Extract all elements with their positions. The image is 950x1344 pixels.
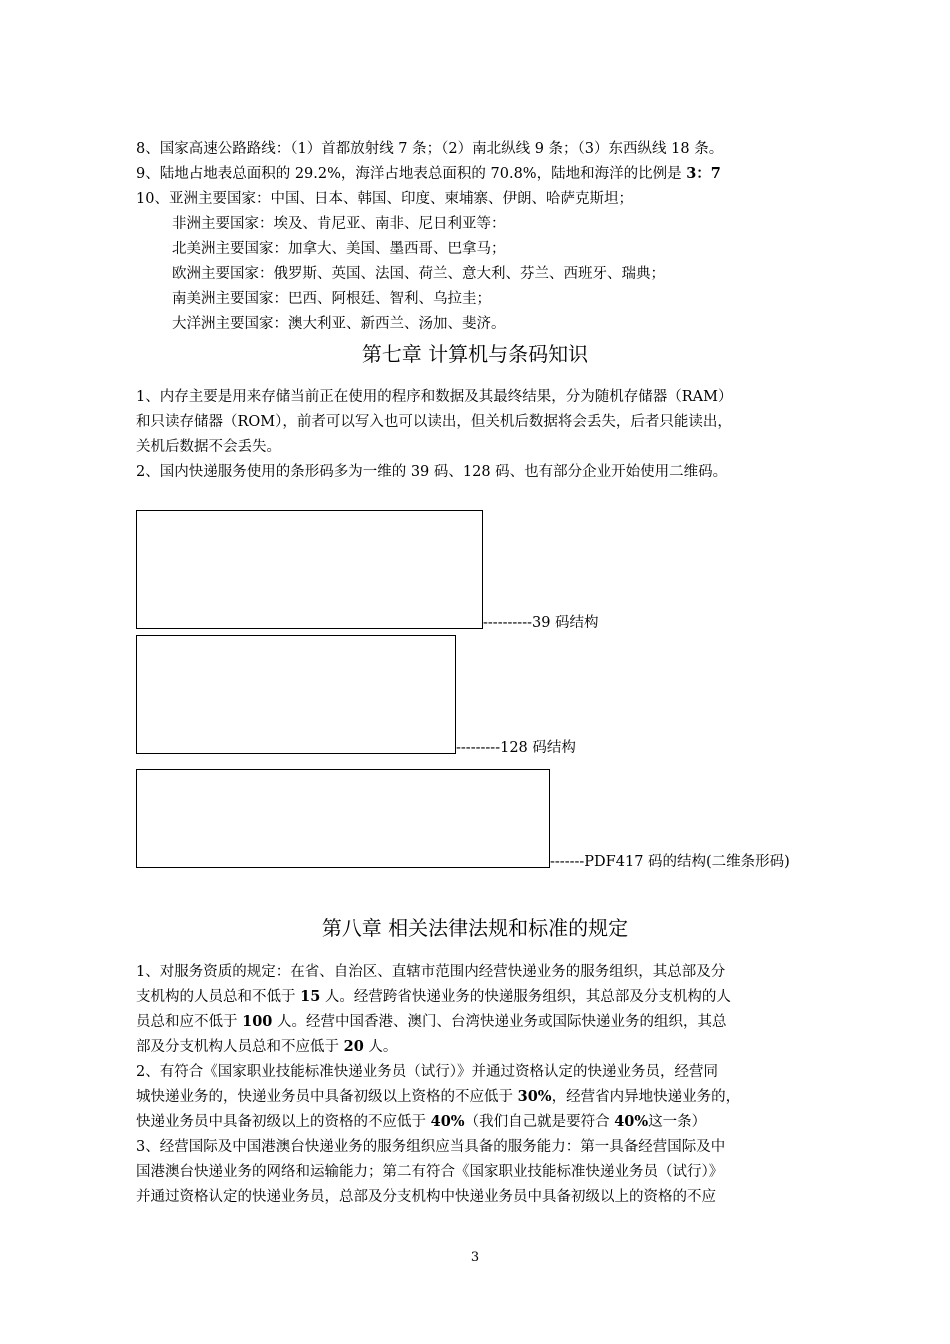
- barcode-39-figure: [136, 510, 483, 629]
- text-line: 非洲主要国家：埃及、肯尼亚、南非、尼日利亚等：: [172, 216, 506, 232]
- barcode-pdf417-figure: [136, 769, 550, 868]
- text-line: 南美洲主要国家：巴西、阿根廷、智利、乌拉圭；: [172, 291, 491, 307]
- text-line: 8、国家高速公路路线：（1）首都放射线 7 条；（2）南北纵线 9 条；（3）东西纵线 18 条。: [136, 141, 724, 157]
- text-line: 员总和应不低于 100 人。经营中国香港、澳门、台湾快递业务或国际快递业务的组织，其总: [136, 1013, 727, 1030]
- page-number: 3: [470, 1250, 480, 1265]
- text-line: 欧洲主要国家：俄罗斯、英国、法国、荷兰、意大利、芬兰、西班牙、瑞典；: [172, 266, 665, 282]
- text-line: 北美洲主要国家：加拿大、美国、墨西哥、巴拿马；: [172, 241, 506, 257]
- text-line: 9、陆地占地表总面积的 29.2%，海洋占地表总面积的 70.8%，陆地和海洋的比例是 3：7: [136, 165, 721, 182]
- barcode-128-figure: [136, 635, 456, 754]
- figure-caption: -------PDF417 码的结构(二维条形码): [550, 854, 790, 870]
- text-line: 大洋洲主要国家：澳大利亚、新西兰、汤加、斐济。: [172, 316, 506, 332]
- text-line: 2、有符合《国家职业技能标准快递业务员（试行）》并通过资格认定的快递业务员，经营同: [136, 1064, 718, 1080]
- text-line: 关机后数据不会丢失。: [136, 439, 281, 455]
- chapter-title: 第七章 计算机与条码知识: [361, 342, 589, 366]
- text-line: 1、内存主要是用来存储当前正在使用的程序和数据及其最终结果，分为随机存储器（RAM）: [136, 389, 733, 405]
- text-line: 支机构的人员总和不低于 15 人。经营跨省快递业务的快递服务组织，其总部及分支机构的人: [136, 988, 731, 1005]
- text-line: 部及分支机构人员总和不应低于 20 人。: [136, 1038, 398, 1055]
- chapter-title: 第八章 相关法律法规和标准的规定: [321, 916, 629, 940]
- text-line: 2、国内快递服务使用的条形码多为一维的 39 码、128 码、也有部分企业开始使用二维码。: [136, 464, 728, 480]
- text-line: 3、经营国际及中国港澳台快递业务的服务组织应当具备的服务能力：第一具备经营国际及中: [136, 1139, 726, 1155]
- figure-caption: ---------128 码结构: [456, 740, 576, 756]
- text-line: 10、亚洲主要国家：中国、日本、韩国、印度、柬埔寨、伊朗、哈萨克斯坦；: [136, 191, 633, 207]
- text-line: 1、对服务资质的规定：在省、自治区、直辖市范围内经营快递业务的服务组织，其总部及分: [136, 964, 726, 980]
- text-line: 并通过资格认定的快递业务员，总部及分支机构中快递业务员中具备初级以上的资格的不应: [136, 1189, 716, 1205]
- text-line: 国港澳台快递业务的网络和运输能力；第二有符合《国家职业技能标准快递业务员（试行）》: [136, 1164, 724, 1180]
- text-line: 和只读存储器（ROM），前者可以写入也可以读出，但关机后数据将会丢失，后者只能读出，: [136, 414, 732, 430]
- text-line: 城快递业务的，快递业务员中具备初级以上资格的不应低于 30%，经营省内异地快递业务的，: [136, 1088, 741, 1105]
- figure-caption: ----------39 码结构: [483, 615, 599, 631]
- text-line: 快递业务员中具备初级以上的资格的不应低于 40%（我们自己就是要符合 40%这一条）: [136, 1113, 707, 1130]
